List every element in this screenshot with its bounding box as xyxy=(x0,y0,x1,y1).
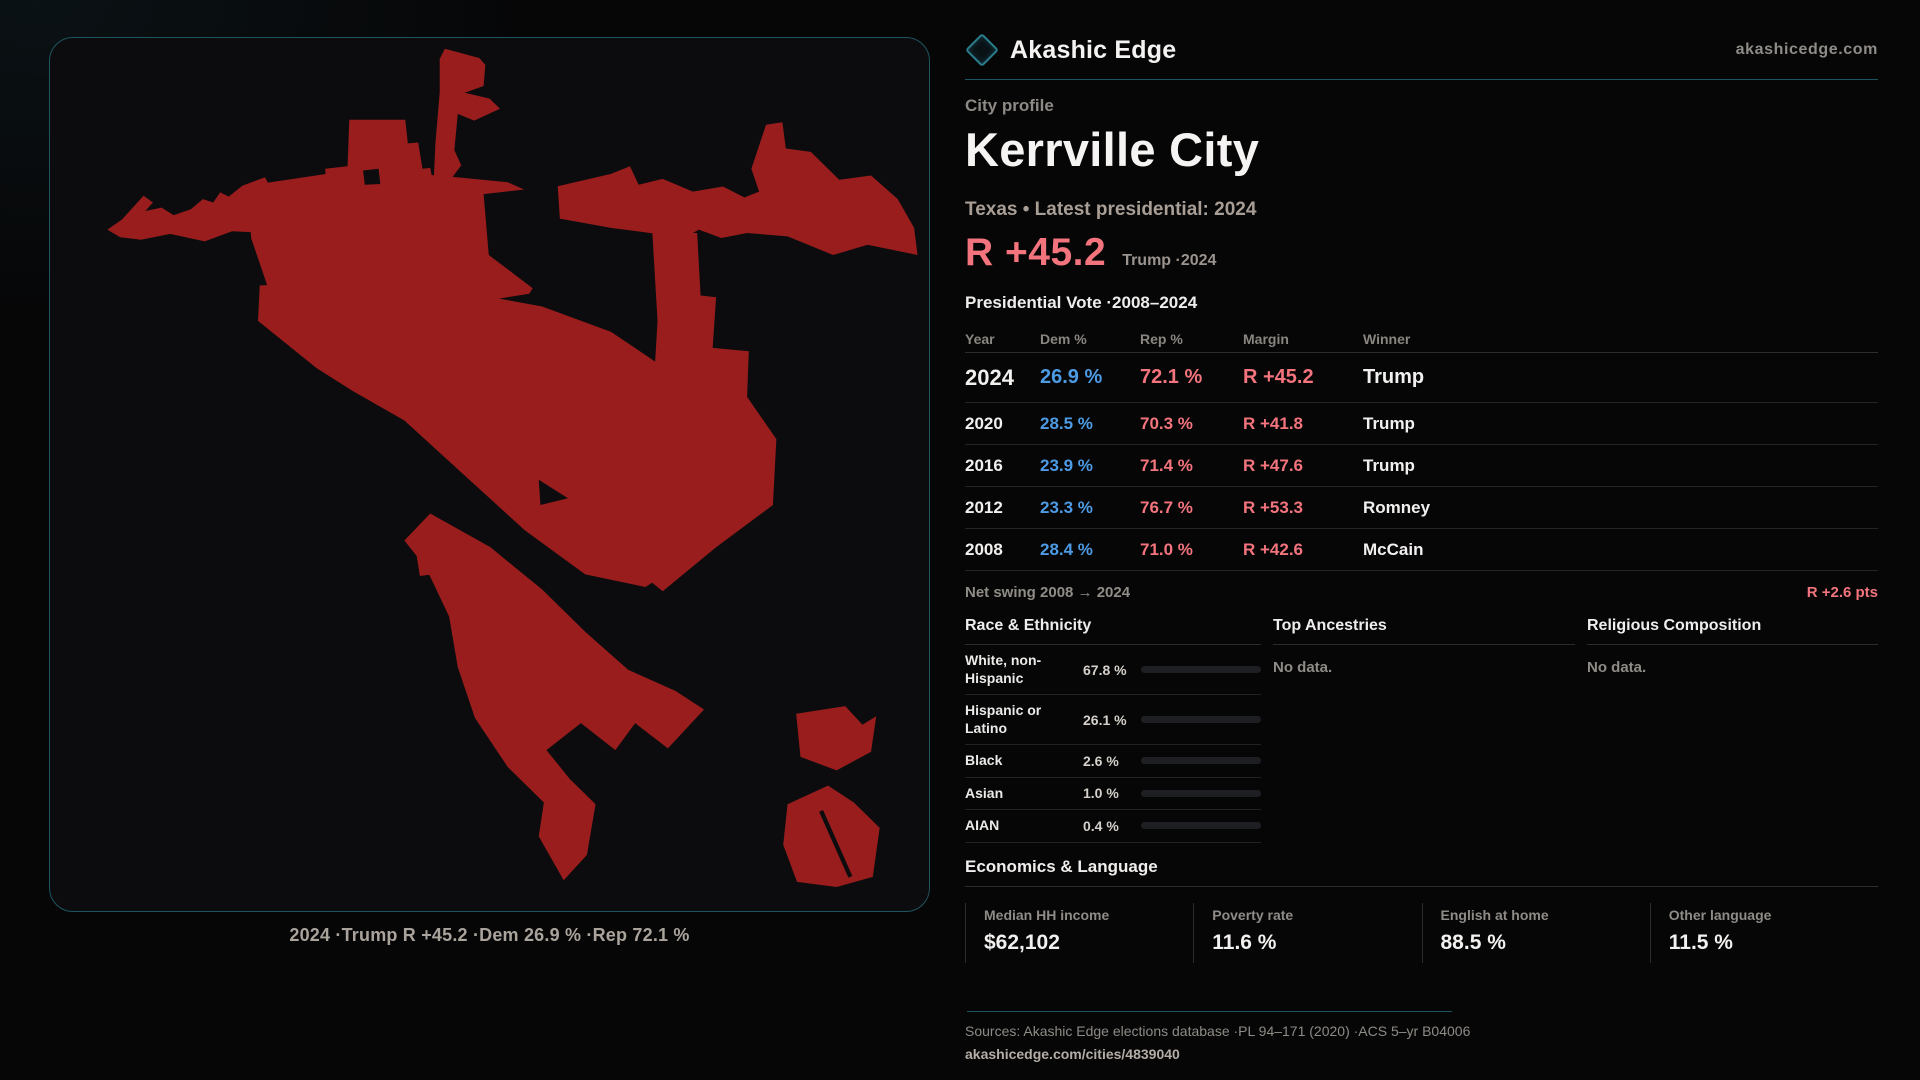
headline-margin: R +45.2 xyxy=(965,231,1107,274)
cell-dem: 23.9 % xyxy=(1040,455,1093,475)
cell-winner: McCain xyxy=(1363,539,1424,559)
table-header-row xyxy=(965,325,1878,353)
table-row xyxy=(965,445,1878,487)
cell-winner: Trump xyxy=(1363,366,1425,388)
col-header-winner: Winner xyxy=(1363,330,1411,347)
brand-name: Akashic Edge xyxy=(1010,35,1177,64)
net-swing-label: Net swing 2008 → 2024 xyxy=(965,584,1131,601)
cell-rep: 72.1 % xyxy=(1140,366,1203,388)
net-swing-value: R +2.6 pts xyxy=(1806,584,1878,601)
page-title: Kerrville City xyxy=(965,123,1260,176)
cell-year: 2016 xyxy=(965,455,1003,475)
cell-dem: 28.5 % xyxy=(1040,413,1093,433)
col-header-rep: Rep % xyxy=(1140,330,1183,347)
stat-poverty-rate xyxy=(1193,903,1421,963)
race-value: 67.8 % xyxy=(1083,661,1127,678)
religious-composition-section xyxy=(1587,617,1878,843)
cell-dem: 26.9 % xyxy=(1040,366,1103,388)
ancestries-section-title: Top Ancestries xyxy=(1273,617,1575,645)
map-caption: 2024 ·Trump R +45.2 ·Dem 26.9 % ·Rep 72.1 % xyxy=(289,925,690,945)
race-bar xyxy=(1141,790,1261,797)
footer-divider xyxy=(967,1011,1452,1012)
stat-label: Median HH income xyxy=(984,906,1110,923)
cell-year: 2012 xyxy=(965,497,1003,517)
cell-year: 2008 xyxy=(965,539,1003,559)
cell-margin: R +42.6 xyxy=(1243,539,1304,559)
race-bar xyxy=(1141,666,1261,673)
top-ancestries-section xyxy=(1273,617,1575,843)
race-section-title: Race & Ethnicity xyxy=(965,617,1261,645)
race-label: Hispanic or Latino xyxy=(965,702,1042,736)
race-bar xyxy=(1141,716,1261,723)
religion-section-title: Religious Composition xyxy=(1587,617,1878,645)
city-profile-panel xyxy=(965,28,1878,1064)
cell-rep: 76.7 % xyxy=(1140,497,1193,517)
race-bar xyxy=(1141,822,1261,829)
race-row xyxy=(965,695,1261,745)
profile-subtitle: Texas • Latest presidential: 2024 xyxy=(965,199,1257,220)
race-row xyxy=(965,745,1261,778)
col-header-year: Year xyxy=(965,330,995,347)
cell-rep: 71.4 % xyxy=(1140,455,1193,475)
race-label: White, non-Hispanic xyxy=(965,652,1042,686)
net-swing-row xyxy=(965,571,1878,611)
cell-rep: 71.0 % xyxy=(1140,539,1193,559)
city-boundary-map xyxy=(60,42,921,887)
race-value: 1.0 % xyxy=(1083,785,1119,802)
race-label: Black xyxy=(965,752,1003,768)
stat-other-language xyxy=(1650,903,1878,963)
stat-value: 11.5 % xyxy=(1668,930,1733,954)
cell-margin: R +47.6 xyxy=(1243,455,1304,475)
economics-stats xyxy=(965,903,1878,963)
col-header-dem: Dem % xyxy=(1040,330,1087,347)
app-header xyxy=(965,28,1878,72)
stat-value: $62,102 xyxy=(984,930,1060,954)
page-footer xyxy=(965,1011,1878,1064)
race-value: 0.4 % xyxy=(1083,817,1119,834)
race-label: AIAN xyxy=(965,817,1000,833)
sources-text: Sources: Akashic Edge elections database ·PL 94–171 (2020) ·ACS 5–yr B04006 xyxy=(965,1022,1471,1039)
table-row xyxy=(965,403,1878,445)
presidential-vote-table xyxy=(965,325,1878,571)
cell-winner: Trump xyxy=(1363,455,1415,475)
stat-english-at-home xyxy=(1422,903,1650,963)
site-link[interactable]: akashicedge.com xyxy=(1735,41,1878,58)
cell-dem: 28.4 % xyxy=(1040,539,1093,559)
stat-label: Other language xyxy=(1668,906,1772,923)
stat-value: 11.6 % xyxy=(1212,930,1277,954)
header-divider xyxy=(965,79,1878,80)
cell-winner: Romney xyxy=(1363,497,1431,517)
cell-margin: R +53.3 xyxy=(1243,497,1304,517)
race-label: Asian xyxy=(965,784,1004,801)
city-boundary-map-panel xyxy=(49,37,930,912)
cell-rep: 70.3 % xyxy=(1140,413,1193,433)
race-value: 2.6 % xyxy=(1083,752,1119,769)
race-bar xyxy=(1141,757,1261,764)
brand-diamond-icon xyxy=(965,33,999,67)
race-row xyxy=(965,645,1261,695)
profile-kicker: City profile xyxy=(965,96,1054,115)
stat-median-hh-income xyxy=(965,903,1193,963)
race-row xyxy=(965,778,1261,811)
cell-year: 2020 xyxy=(965,413,1003,433)
cell-margin: R +45.2 xyxy=(1243,366,1314,388)
ancestries-empty-state: No data. xyxy=(1273,659,1333,676)
stat-label: English at home xyxy=(1440,906,1549,923)
race-ethnicity-section xyxy=(965,617,1261,843)
race-row xyxy=(965,810,1261,843)
table-row xyxy=(965,529,1878,571)
col-header-margin: Margin xyxy=(1243,330,1289,347)
vote-table-title: Presidential Vote ·2008–2024 xyxy=(965,293,1198,312)
city-url-link[interactable]: akashicedge.com/cities/4839040 xyxy=(965,1045,1180,1062)
stat-value: 88.5 % xyxy=(1440,930,1506,954)
cell-margin: R +41.8 xyxy=(1243,413,1304,433)
cell-dem: 23.3 % xyxy=(1040,497,1093,517)
cell-winner: Trump xyxy=(1363,413,1415,433)
race-value: 26.1 % xyxy=(1083,711,1127,728)
headline-margin-row xyxy=(965,231,1878,275)
stat-label: Poverty rate xyxy=(1212,906,1294,923)
economics-section-title: Economics & Language xyxy=(965,857,1878,887)
cell-year: 2024 xyxy=(965,364,1014,390)
table-row xyxy=(965,353,1878,403)
religion-empty-state: No data. xyxy=(1587,659,1647,676)
table-row xyxy=(965,487,1878,529)
headline-margin-context: Trump ·2024 xyxy=(1122,252,1217,269)
